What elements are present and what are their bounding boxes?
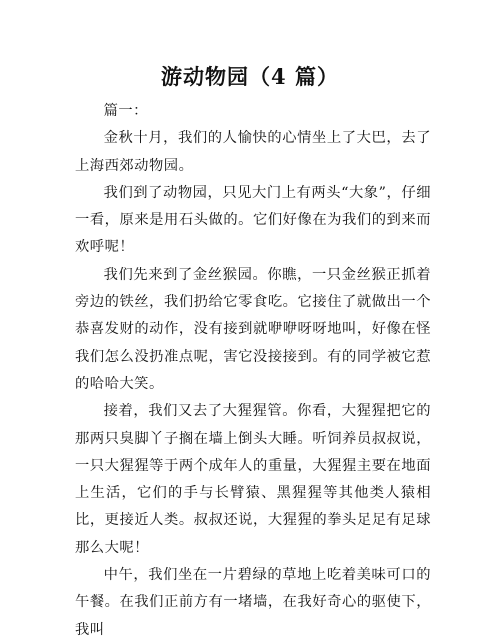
paragraph: 篇一：	[103, 103, 148, 119]
paragraph: 接着，我们又去了大猩猩管。你看，大猩猩把它的那两只臭脚丫子搁在墙上倒头大睡。听饲养员叔叔说，一只大猩猩等于两个成年人的重量，大猩猩主要在地面上生活，它们的手与长臂猿、黑猩猩等其他类人猿相比，更接近人类。叔叔还说，大猩猩的拳头足足有足球那么大呢！	[75, 403, 431, 556]
paragraph: 中午，我们坐在一片碧绿的草地上吃着美味可口的午餐。在我们正前方有一堵墙，在我好奇心的驱使下，我叫	[75, 567, 431, 638]
paragraph: 金秋十月，我们的人愉快的心情坐上了大巴，去了上海西郊动物园。	[75, 130, 431, 174]
document-title: 游动物园（4 篇）	[161, 64, 339, 89]
paragraph: 我们到了动物园，只见大门上有两头“大象”，仔细一看，原来是用石头做的。它们好像在为我们的到来而欢呼呢！	[75, 184, 431, 256]
document-body	[75, 98, 431, 644]
paragraph: 我们先来到了金丝猴园。你瞧，一只金丝猴正抓着旁边的铁丝，我们扔给它零食吃。它接住了就做出一个恭喜发财的动作，没有接到就咿咿呀呀地叫，好像在怪我们怎么没扔准点呢，害它没接接到。有的同学被它惹的哈哈大笑。	[75, 266, 431, 392]
